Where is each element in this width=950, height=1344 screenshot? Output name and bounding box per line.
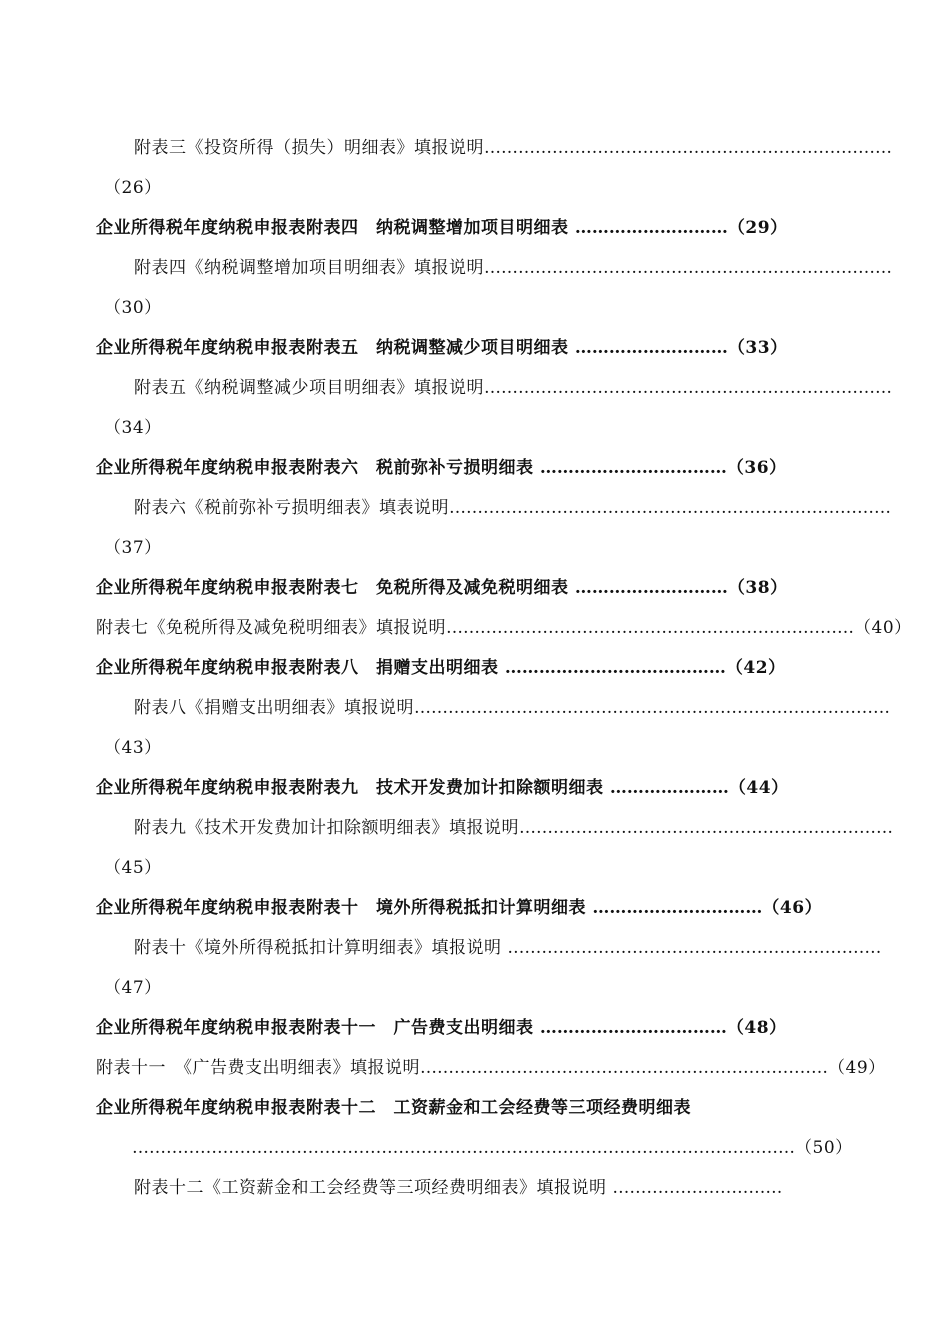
toc-entry-title: 企业所得税年度纳税申报表附表四 纳税调整增加项目明细表 xyxy=(96,218,575,238)
toc-entry-annex11-note xyxy=(96,1056,886,1080)
toc-entry-title: 企业所得税年度纳税申报表附表十 境外所得税抵扣计算明细表 xyxy=(96,898,593,918)
dot-leader: ……………………………………………………………… xyxy=(484,378,892,398)
dot-leader: ………………………………… xyxy=(504,658,726,678)
dot-leader: ………………………………………………………… xyxy=(519,818,893,838)
toc-page-number: （29） xyxy=(727,218,788,238)
toc-entry-annex6 xyxy=(96,456,787,480)
dot-leader: ……………………… xyxy=(574,338,728,358)
toc-entry-title: 附表六《税前弥补亏损明细表》填表说明 xyxy=(134,498,449,518)
toc-entry-annex10-note xyxy=(134,936,881,960)
toc-entry-annex5-note-page xyxy=(104,416,162,440)
dot-leader: ………………………………………………………… xyxy=(507,938,882,958)
toc-page-number: （50） xyxy=(795,1138,853,1158)
dot-leader: ………………………………………………………………………… xyxy=(414,698,890,718)
toc-page-number: （34） xyxy=(104,418,162,438)
toc-page-number: （47） xyxy=(104,978,162,998)
dot-leader: ………………… xyxy=(609,778,729,798)
toc-entry-title: 附表七《免税所得及减免税明细表》填报说明 xyxy=(96,618,446,638)
toc-entry-annex4-note-page xyxy=(104,296,162,320)
toc-entry-annex8-note xyxy=(134,696,890,720)
toc-entry-annex12-note xyxy=(134,1176,782,1200)
dot-leader: ……………………………………………………………… xyxy=(446,618,854,638)
dot-leader: ……………………………………………………………… xyxy=(484,258,892,278)
toc-page-number: （46） xyxy=(762,898,823,918)
toc-entry-annex7-note xyxy=(96,616,912,640)
dot-leader: ………………………… xyxy=(592,898,763,918)
toc-page-number: （40） xyxy=(854,618,912,638)
toc-entry-title: 附表十一 《广告费支出明细表》填报说明 xyxy=(96,1058,420,1078)
toc-entry-title: 企业所得税年度纳税申报表附表十一 广告费支出明细表 xyxy=(96,1018,540,1038)
toc-entry-title: 附表十《境外所得税抵扣计算明细表》填报说明 xyxy=(134,938,508,958)
toc-entry-annex9 xyxy=(96,776,789,800)
toc-page-number: （36） xyxy=(726,458,787,478)
toc-entry-title: 附表三《投资所得（损失）明细表》填报说明 xyxy=(134,138,484,158)
toc-page-number: （49） xyxy=(828,1058,886,1078)
toc-entry-annex10-note-page xyxy=(104,976,162,1000)
toc-entry-annex7 xyxy=(96,576,788,600)
toc-page-number: （45） xyxy=(104,858,162,878)
toc-page-number: （44） xyxy=(728,778,789,798)
toc-entry-annex4-note xyxy=(134,256,892,280)
toc-entry-title: 附表四《纳税调整增加项目明细表》填报说明 xyxy=(134,258,484,278)
toc-entry-annex9-note-page xyxy=(104,856,162,880)
dot-leader: …………………………… xyxy=(539,1018,727,1038)
toc-entry-title: 附表八《捐赠支出明细表》填报说明 xyxy=(134,698,414,718)
toc-page-number: （33） xyxy=(727,338,788,358)
toc-entry-annex9-note xyxy=(134,816,893,840)
toc-entry-title: 企业所得税年度纳税申报表附表八 捐赠支出明细表 xyxy=(96,658,505,678)
toc-entry-title: 附表五《纳税调整减少项目明细表》填报说明 xyxy=(134,378,484,398)
dot-leader: …………………………………………………………………… xyxy=(449,498,891,518)
toc-entry-title: 企业所得税年度纳税申报表附表七 免税所得及减免税明细表 xyxy=(96,578,575,598)
toc-entry-annex12-leader xyxy=(132,1136,853,1160)
dot-leader: ……………………………………………………………… xyxy=(420,1058,828,1078)
dot-leader: ……………………………………………………………………………………………………… xyxy=(132,1138,795,1158)
toc-entry-title: 附表九《技术开发费加计扣除额明细表》填报说明 xyxy=(134,818,519,838)
toc-entry-annex5 xyxy=(96,336,788,360)
toc-entry-annex12 xyxy=(96,1096,691,1120)
toc-entry-title: 企业所得税年度纳税申报表附表六 税前弥补亏损明细表 xyxy=(96,458,540,478)
dot-leader: ……………………… xyxy=(574,218,728,238)
toc-page-number: （26） xyxy=(104,178,162,198)
dot-leader: …………………………… xyxy=(539,458,727,478)
toc-page-number: （43） xyxy=(104,738,162,758)
toc-entry-annex11 xyxy=(96,1016,787,1040)
toc-entry-title: 企业所得税年度纳税申报表附表十二 工资薪金和工会经费等三项经费明细表 xyxy=(96,1098,691,1118)
toc-page-number: （30） xyxy=(104,298,162,318)
dot-leader: ……………………… xyxy=(574,578,728,598)
toc-entry-title: 附表十二《工资薪金和工会经费等三项经费明细表》填报说明 xyxy=(134,1178,613,1198)
toc-entry-annex8-note-page xyxy=(104,736,162,760)
toc-page-number: （48） xyxy=(726,1018,787,1038)
toc-entry-title: 企业所得税年度纳税申报表附表五 纳税调整减少项目明细表 xyxy=(96,338,575,358)
toc-page-number: （37） xyxy=(104,538,162,558)
toc-entry-annex5-note xyxy=(134,376,892,400)
dot-leader: ……………………………………………………………… xyxy=(484,138,892,158)
toc-entry-annex3-note-page xyxy=(104,176,162,200)
toc-entry-annex6-note-page xyxy=(104,536,162,560)
toc-page-number: （42） xyxy=(725,658,786,678)
toc-entry-annex4 xyxy=(96,216,788,240)
dot-leader: ………………………… xyxy=(612,1178,783,1198)
toc-page-number: （38） xyxy=(727,578,788,598)
toc-entry-annex10 xyxy=(96,896,822,920)
toc-entry-annex8 xyxy=(96,656,786,680)
toc-entry-annex3-note xyxy=(134,136,892,160)
toc-entry-title: 企业所得税年度纳税申报表附表九 技术开发费加计扣除额明细表 xyxy=(96,778,610,798)
toc-entry-annex6-note xyxy=(134,496,891,520)
